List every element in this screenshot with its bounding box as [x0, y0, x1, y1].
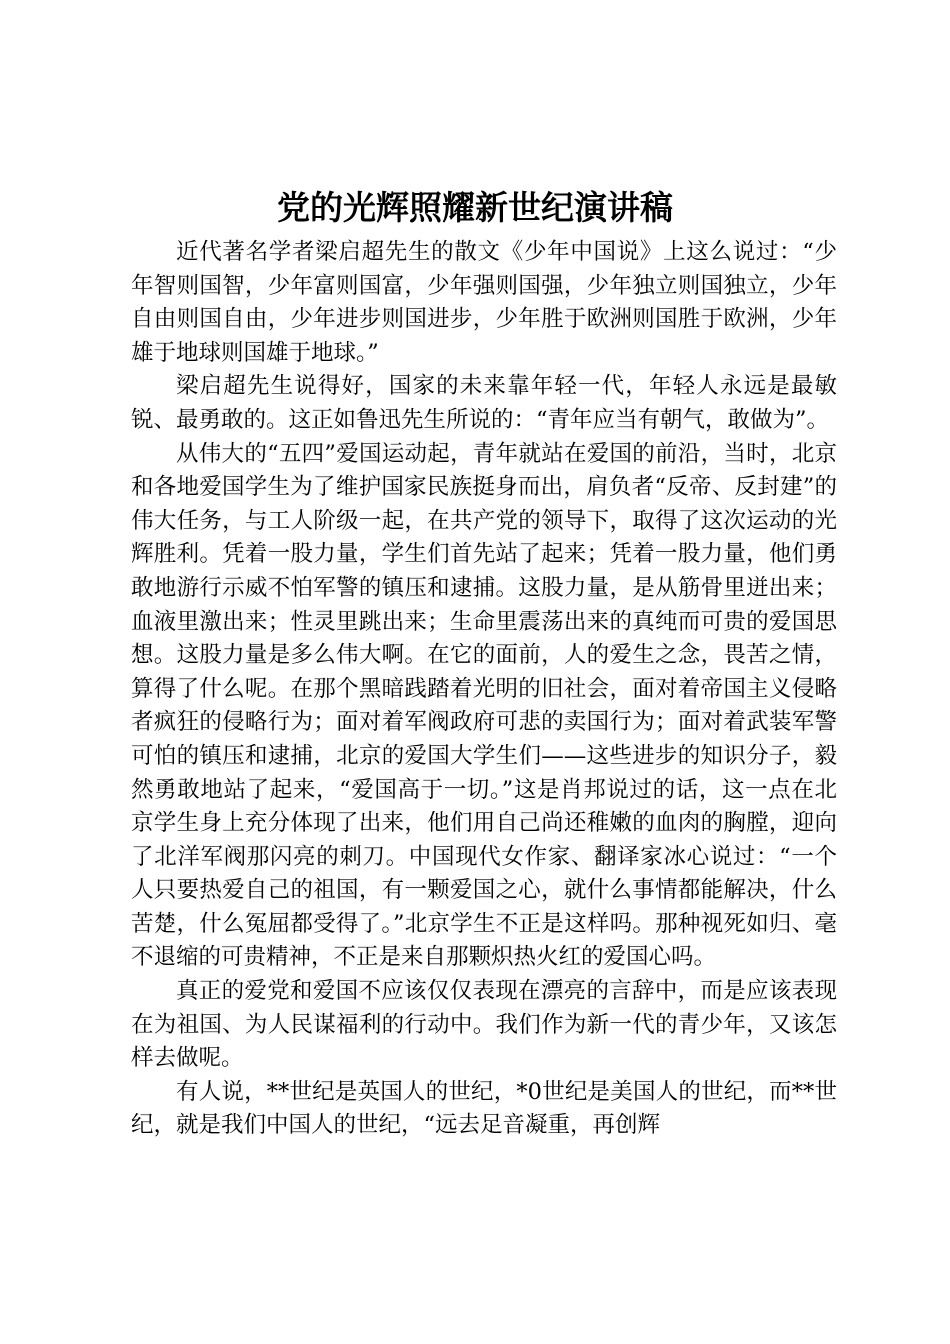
paragraph-4: 真正的爱党和爱国不应该仅仅表现在漂亮的言辞中，而是应该表现在为祖国、为人民谋福利的行动中。我们作为新一代的青少年，又该怎样去做呢。	[131, 978, 837, 1072]
document-body	[131, 236, 837, 1143]
paragraph-3: 从伟大的“五四”爱国运动起，青年就站在爱国的前沿，当时，北京和各地爱国学生为了维护国家民族挺身而出，肩负者“反帝、反封建”的伟大任务，与工人阶级一起，在共产党的领导下，取得了这次运动的光辉胜利。凭着一股力量，学生们首先站了起来；凭着一股力量，他们勇敢地游行示威不怕军警的镇压和逮捕。这股力量，是从筋骨里迸出来；血液里激出来；性灵里跳出来；生命里震荡出来的真纯而可贵的爱国思想。这股力量是多么伟大啊。在它的面前，人的爱生之念，畏苦之情，算得了什么呢。在那个黑暗践踏着光明的旧社会，面对着帝国主义侵略者疯狂的侵略行为；面对着军阀政府可悲的卖国行为；面对着武装军警可怕的镇压和逮捕，北京的爱国大学生们——这些进步的知识分子，毅然勇敢地站了起来，“爱国高于一切。”这是肖邦说过的话，这一点在北京学生身上充分体现了出来，他们用自己尚还稚嫩的血肉的胸膛，迎向了北洋军阀那闪亮的刺刀。中国现代女作家、翻译家冰心说过：“一个人只要热爱自己的祖国，有一颗爱国之心，就什么事情都能解决，什么苦楚，什么冤屈都受得了。”北京学生不正是这样吗。那种视死如归、毫不退缩的可贵精神，不正是来自那颗炽热火红的爱国心吗。	[131, 440, 837, 971]
paragraph-5: 有人说，**世纪是英国人的世纪，*0世纪是美国人的世纪，而**世纪，就是我们中国人的世纪，“远去足音凝重，再创辉	[131, 1078, 837, 1139]
paragraph-1: 近代著名学者梁启超先生的散文《少年中国说》上这么说过：“少年智则国智，少年富则国富，少年强则国强，少年独立则国独立，少年自由则国自由，少年进步则国进步，少年胜于欧洲则国胜于欧洲，少年雄于地球则国雄于地球。”	[131, 239, 837, 366]
document-title: 党的光辉照耀新世纪演讲稿	[277, 188, 673, 227]
paragraph-2: 梁启超先生说得好，国家的未来靠年轻一代，年轻人永远是最敏锐、最勇敢的。这正如鲁迅先生所说的：“青年应当有朝气，敢做为”。	[131, 373, 837, 433]
